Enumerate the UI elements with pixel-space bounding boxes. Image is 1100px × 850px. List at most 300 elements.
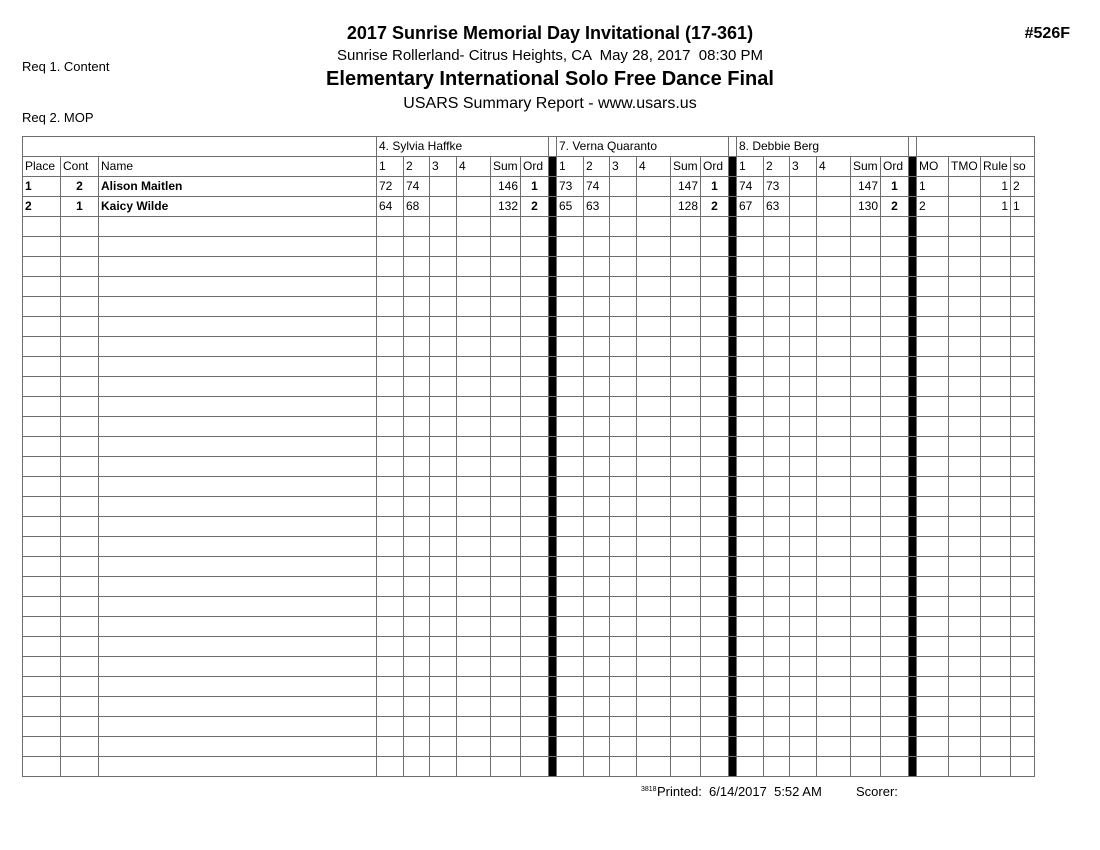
judge-gap xyxy=(549,137,557,157)
empty-cell xyxy=(1011,577,1035,597)
empty-cell xyxy=(851,377,881,397)
empty-cell xyxy=(764,577,790,597)
tmo-cell xyxy=(949,197,981,217)
empty-cell xyxy=(1011,517,1035,537)
empty-cell xyxy=(671,697,701,717)
empty-cell xyxy=(817,677,851,697)
mo-cell: 1 xyxy=(917,177,949,197)
ord-cell: 2 xyxy=(701,197,729,217)
separator-bar xyxy=(729,537,737,557)
empty-cell xyxy=(457,257,491,277)
empty-cell xyxy=(671,637,701,657)
empty-cell xyxy=(981,437,1011,457)
empty-cell xyxy=(557,217,584,237)
separator-bar xyxy=(909,437,917,457)
empty-cell xyxy=(1011,657,1035,677)
empty-cell xyxy=(851,497,881,517)
empty-cell xyxy=(491,257,521,277)
empty-cell xyxy=(981,557,1011,577)
empty-row xyxy=(23,417,1035,437)
empty-cell xyxy=(671,597,701,617)
empty-cell xyxy=(457,357,491,377)
empty-cell xyxy=(610,277,637,297)
empty-cell xyxy=(1011,357,1035,377)
empty-cell xyxy=(817,637,851,657)
empty-cell xyxy=(701,257,729,277)
empty-cell xyxy=(377,237,404,257)
judge-gap xyxy=(909,137,917,157)
empty-cell xyxy=(764,397,790,417)
empty-cell xyxy=(881,277,909,297)
empty-cell xyxy=(949,237,981,257)
empty-cell xyxy=(917,237,949,257)
empty-cell xyxy=(521,577,549,597)
empty-cell xyxy=(99,497,377,517)
empty-cell xyxy=(557,377,584,397)
empty-cell xyxy=(764,597,790,617)
empty-cell xyxy=(817,277,851,297)
empty-cell xyxy=(701,477,729,497)
empty-cell xyxy=(1011,237,1035,257)
empty-cell xyxy=(637,617,671,637)
separator-bar xyxy=(729,457,737,477)
empty-cell xyxy=(23,317,61,337)
empty-cell xyxy=(637,737,671,757)
empty-cell xyxy=(457,637,491,657)
empty-cell xyxy=(457,297,491,317)
empty-cell xyxy=(1011,497,1035,517)
empty-cell xyxy=(881,677,909,697)
empty-cell xyxy=(377,597,404,617)
empty-cell xyxy=(881,437,909,457)
empty-cell xyxy=(584,537,610,557)
empty-cell xyxy=(637,637,671,657)
empty-cell xyxy=(817,477,851,497)
empty-cell xyxy=(430,237,457,257)
separator-bar xyxy=(549,757,557,777)
empty-cell xyxy=(790,217,817,237)
empty-cell xyxy=(99,517,377,537)
sum-cell: 132 xyxy=(491,197,521,217)
separator-bar xyxy=(909,337,917,357)
empty-cell xyxy=(61,677,99,697)
empty-cell xyxy=(610,617,637,637)
empty-cell xyxy=(817,457,851,477)
empty-cell xyxy=(23,257,61,277)
empty-cell xyxy=(981,417,1011,437)
empty-cell xyxy=(671,257,701,277)
empty-cell xyxy=(949,277,981,297)
empty-cell xyxy=(61,417,99,437)
separator-bar xyxy=(549,277,557,297)
empty-cell xyxy=(637,757,671,777)
empty-cell xyxy=(917,657,949,677)
empty-cell xyxy=(637,217,671,237)
mo-cell: 2 xyxy=(917,197,949,217)
empty-cell xyxy=(557,477,584,497)
empty-cell xyxy=(790,657,817,677)
empty-cell xyxy=(491,317,521,337)
empty-row xyxy=(23,457,1035,477)
empty-cell xyxy=(377,477,404,497)
empty-cell xyxy=(671,677,701,697)
separator-bar xyxy=(909,497,917,517)
empty-row xyxy=(23,697,1035,717)
empty-cell xyxy=(949,537,981,557)
empty-cell xyxy=(851,337,881,357)
empty-cell xyxy=(61,577,99,597)
empty-cell xyxy=(790,757,817,777)
empty-cell xyxy=(790,437,817,457)
judge-gap xyxy=(729,137,737,157)
empty-cell xyxy=(430,677,457,697)
empty-row xyxy=(23,357,1035,377)
empty-cell xyxy=(981,277,1011,297)
empty-cell xyxy=(61,297,99,317)
separator-bar xyxy=(909,577,917,597)
empty-cell xyxy=(790,397,817,417)
judge-name-header-1: 4. Sylvia Haffke xyxy=(377,137,549,157)
empty-cell xyxy=(737,617,764,637)
empty-row xyxy=(23,277,1035,297)
separator-bar xyxy=(729,757,737,777)
place-cell: 1 xyxy=(23,177,61,197)
empty-cell xyxy=(701,757,729,777)
separator-bar xyxy=(549,377,557,397)
empty-cell xyxy=(521,757,549,777)
empty-cell xyxy=(637,497,671,517)
empty-cell xyxy=(61,337,99,357)
empty-row xyxy=(23,537,1035,557)
empty-cell xyxy=(701,637,729,657)
empty-cell xyxy=(430,657,457,677)
empty-cell xyxy=(1011,757,1035,777)
empty-cell xyxy=(671,237,701,257)
empty-cell xyxy=(1011,477,1035,497)
col-header-judge3-4: 4 xyxy=(817,157,851,177)
empty-cell xyxy=(981,317,1011,337)
empty-cell xyxy=(817,437,851,457)
empty-cell xyxy=(949,637,981,657)
separator-bar xyxy=(909,217,917,237)
empty-cell xyxy=(981,577,1011,597)
empty-cell xyxy=(610,457,637,477)
empty-cell xyxy=(917,597,949,617)
empty-cell xyxy=(491,457,521,477)
empty-cell xyxy=(851,457,881,477)
col-header-place: Place xyxy=(23,157,61,177)
separator-bar xyxy=(729,397,737,417)
empty-cell xyxy=(817,497,851,517)
empty-cell xyxy=(1011,697,1035,717)
score-cell xyxy=(790,177,817,197)
empty-cell xyxy=(404,337,430,357)
empty-cell xyxy=(377,297,404,317)
empty-cell xyxy=(851,437,881,457)
empty-cell xyxy=(671,217,701,237)
empty-cell xyxy=(584,657,610,677)
empty-cell xyxy=(764,477,790,497)
empty-cell xyxy=(430,417,457,437)
col-header-so: so xyxy=(1011,157,1035,177)
empty-cell xyxy=(1011,277,1035,297)
separator-bar xyxy=(549,177,557,197)
empty-cell xyxy=(671,377,701,397)
empty-cell xyxy=(61,517,99,537)
empty-cell xyxy=(557,457,584,477)
empty-cell xyxy=(851,237,881,257)
empty-cell xyxy=(404,497,430,517)
empty-cell xyxy=(610,217,637,237)
empty-cell xyxy=(764,757,790,777)
empty-cell xyxy=(430,517,457,537)
separator-bar xyxy=(909,597,917,617)
empty-cell xyxy=(637,297,671,317)
col-header-judge1-sum: Sum xyxy=(491,157,521,177)
empty-cell xyxy=(404,757,430,777)
col-header-judge2-sum: Sum xyxy=(671,157,701,177)
separator-bar xyxy=(729,577,737,597)
score-cell: 74 xyxy=(584,177,610,197)
empty-cell xyxy=(491,237,521,257)
empty-cell xyxy=(610,337,637,357)
empty-cell xyxy=(701,717,729,737)
empty-cell xyxy=(737,497,764,517)
empty-cell xyxy=(671,277,701,297)
empty-cell xyxy=(1011,537,1035,557)
empty-cell xyxy=(981,397,1011,417)
empty-cell xyxy=(701,617,729,637)
empty-cell xyxy=(917,297,949,317)
empty-cell xyxy=(737,517,764,537)
empty-cell xyxy=(610,417,637,437)
empty-cell xyxy=(377,557,404,577)
score-cell: 74 xyxy=(737,177,764,197)
empty-cell xyxy=(790,517,817,537)
separator-bar xyxy=(909,177,917,197)
empty-cell xyxy=(61,437,99,457)
empty-cell xyxy=(981,257,1011,277)
empty-cell xyxy=(23,597,61,617)
empty-cell xyxy=(377,717,404,737)
empty-cell xyxy=(404,357,430,377)
empty-cell xyxy=(851,477,881,497)
empty-cell xyxy=(1011,437,1035,457)
empty-cell xyxy=(457,417,491,437)
empty-cell xyxy=(61,477,99,497)
empty-cell xyxy=(764,297,790,317)
empty-cell xyxy=(457,677,491,697)
empty-cell xyxy=(491,477,521,497)
empty-cell xyxy=(764,217,790,237)
empty-cell xyxy=(981,217,1011,237)
empty-cell xyxy=(701,437,729,457)
separator-bar xyxy=(729,677,737,697)
empty-cell xyxy=(981,357,1011,377)
empty-cell xyxy=(430,617,457,637)
empty-cell xyxy=(949,597,981,617)
empty-cell xyxy=(23,377,61,397)
empty-cell xyxy=(404,437,430,457)
empty-cell xyxy=(949,297,981,317)
empty-cell xyxy=(377,217,404,237)
empty-cell xyxy=(949,617,981,637)
empty-cell xyxy=(671,457,701,477)
empty-cell xyxy=(764,737,790,757)
cont-cell: 1 xyxy=(61,197,99,217)
empty-cell xyxy=(23,437,61,457)
empty-cell xyxy=(701,217,729,237)
empty-cell xyxy=(557,437,584,457)
empty-cell xyxy=(764,517,790,537)
empty-cell xyxy=(521,457,549,477)
empty-cell xyxy=(377,377,404,397)
col-header-judge1-1: 1 xyxy=(377,157,404,177)
empty-cell xyxy=(99,317,377,337)
empty-cell xyxy=(881,637,909,657)
empty-cell xyxy=(790,497,817,517)
separator-bar xyxy=(549,657,557,677)
separator-bar xyxy=(729,697,737,717)
empty-cell xyxy=(701,697,729,717)
empty-cell xyxy=(377,257,404,277)
col-header-mo: MO xyxy=(917,157,949,177)
empty-cell xyxy=(981,657,1011,677)
empty-cell xyxy=(584,597,610,617)
empty-cell xyxy=(99,557,377,577)
separator-bar xyxy=(909,357,917,377)
separator-bar xyxy=(909,617,917,637)
empty-row xyxy=(23,637,1035,657)
empty-cell xyxy=(377,457,404,477)
empty-row xyxy=(23,437,1035,457)
report-type-line: USARS Summary Report - www.usars.us xyxy=(403,95,697,112)
empty-cell xyxy=(99,537,377,557)
empty-cell xyxy=(23,457,61,477)
empty-cell xyxy=(790,337,817,357)
empty-cell xyxy=(521,357,549,377)
empty-cell xyxy=(790,597,817,617)
empty-cell xyxy=(23,497,61,517)
empty-cell xyxy=(404,417,430,437)
col-header-judge3-sum: Sum xyxy=(851,157,881,177)
empty-cell xyxy=(610,377,637,397)
empty-cell xyxy=(377,277,404,297)
result-row xyxy=(23,197,1035,217)
empty-cell xyxy=(99,577,377,597)
empty-cell xyxy=(764,617,790,637)
empty-cell xyxy=(817,357,851,377)
empty-cell xyxy=(557,317,584,337)
rule-cell: 1 xyxy=(981,197,1011,217)
empty-cell xyxy=(610,297,637,317)
col-header-judge3-ord: Ord xyxy=(881,157,909,177)
empty-cell xyxy=(917,417,949,437)
empty-cell xyxy=(521,297,549,317)
empty-cell xyxy=(430,477,457,497)
score-cell: 73 xyxy=(764,177,790,197)
empty-cell xyxy=(917,617,949,637)
empty-cell xyxy=(584,457,610,477)
empty-cell xyxy=(737,417,764,437)
score-cell xyxy=(457,197,491,217)
empty-cell xyxy=(99,237,377,257)
empty-cell xyxy=(981,737,1011,757)
judge-header-row xyxy=(23,137,1035,157)
empty-cell xyxy=(817,257,851,277)
empty-cell xyxy=(491,497,521,517)
empty-cell xyxy=(701,497,729,517)
empty-cell xyxy=(790,717,817,737)
empty-cell xyxy=(1011,677,1035,697)
empty-cell xyxy=(584,257,610,277)
empty-cell xyxy=(981,237,1011,257)
empty-cell xyxy=(557,417,584,437)
empty-cell xyxy=(671,437,701,457)
separator-bar xyxy=(549,337,557,357)
empty-cell xyxy=(949,557,981,577)
empty-cell xyxy=(557,677,584,697)
empty-cell xyxy=(377,677,404,697)
empty-cell xyxy=(610,657,637,677)
separator-bar xyxy=(909,237,917,257)
empty-cell xyxy=(981,377,1011,397)
separator-bar xyxy=(909,717,917,737)
empty-cell xyxy=(637,317,671,337)
score-cell xyxy=(610,197,637,217)
empty-cell xyxy=(23,237,61,257)
empty-cell xyxy=(671,417,701,437)
score-cell: 72 xyxy=(377,177,404,197)
empty-cell xyxy=(584,617,610,637)
empty-cell xyxy=(430,277,457,297)
empty-cell xyxy=(671,517,701,537)
empty-cell xyxy=(457,477,491,497)
empty-cell xyxy=(610,757,637,777)
empty-cell xyxy=(584,437,610,457)
empty-cell xyxy=(671,617,701,637)
empty-cell xyxy=(457,397,491,417)
separator-bar xyxy=(549,637,557,657)
report-footer xyxy=(0,783,1100,803)
empty-cell xyxy=(637,417,671,437)
empty-cell xyxy=(430,557,457,577)
separator-bar xyxy=(909,737,917,757)
empty-cell xyxy=(637,517,671,537)
empty-cell xyxy=(610,477,637,497)
empty-cell xyxy=(457,337,491,357)
empty-cell xyxy=(817,217,851,237)
empty-row xyxy=(23,677,1035,697)
empty-cell xyxy=(881,317,909,337)
empty-cell xyxy=(377,577,404,597)
separator-bar xyxy=(909,637,917,657)
empty-cell xyxy=(99,617,377,637)
separator-bar xyxy=(729,277,737,297)
empty-cell xyxy=(457,317,491,337)
col-header-judge2-2: 2 xyxy=(584,157,610,177)
empty-cell xyxy=(917,357,949,377)
empty-cell xyxy=(790,537,817,557)
empty-row xyxy=(23,717,1035,737)
empty-cell xyxy=(491,277,521,297)
empty-cell xyxy=(881,757,909,777)
score-cell xyxy=(457,177,491,197)
empty-cell xyxy=(404,457,430,477)
empty-cell xyxy=(404,577,430,597)
empty-row xyxy=(23,257,1035,277)
separator-bar xyxy=(909,477,917,497)
